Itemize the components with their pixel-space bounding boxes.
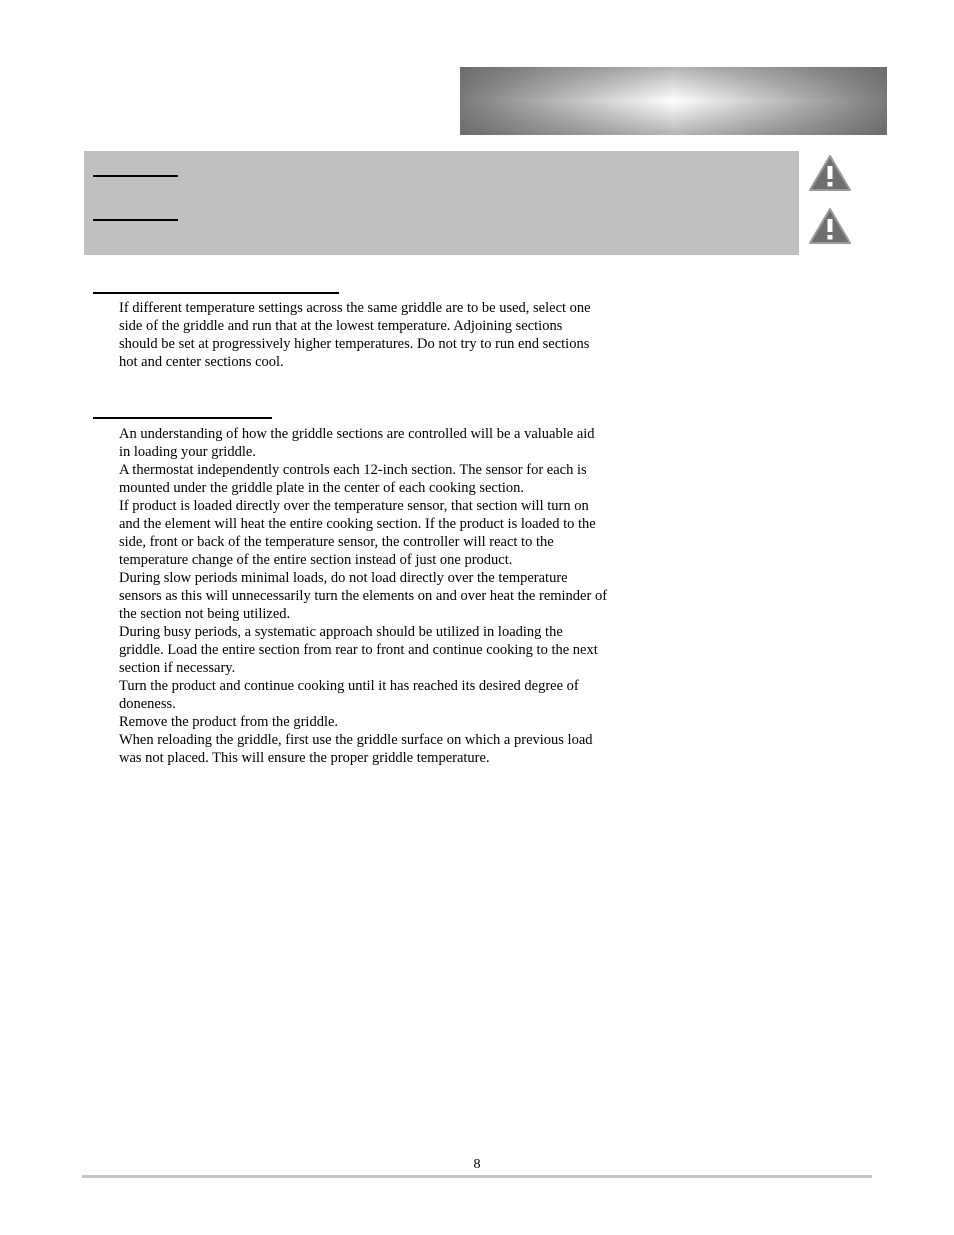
text-line: doneness.	[119, 696, 176, 712]
section-heading-rule-temperature	[93, 292, 339, 294]
text-line: If product is loaded directly over the temperature sensor, that section will turn on	[119, 498, 589, 514]
text-line: Remove the product from the griddle.	[119, 714, 339, 730]
text-line: A thermostat independently controls each 12-inch section. The sensor for each is	[119, 462, 587, 478]
page-number: 8	[473, 1157, 481, 1172]
text-line: should be set at progressively higher temperatures. Do not try to run end sections	[119, 336, 590, 352]
text-line: mounted under the griddle plate in the center of each cooking section.	[119, 480, 525, 496]
caution-triangle-icon	[808, 207, 852, 245]
header-banner	[460, 67, 887, 135]
text-line: sensors as this will unnecessarily turn the elements on and over heat the reminder of	[119, 588, 608, 604]
text-line: If different temperature settings across the same griddle are to be used, select one	[119, 300, 591, 316]
text-line: the section not being utilized.	[119, 606, 291, 622]
footer-rule	[82, 1175, 872, 1178]
loading-griddle-paragraph	[119, 425, 659, 767]
text-line: Turn the product and continue cooking until it has reached its desired degree of	[119, 678, 579, 694]
warning-triangle-icon	[808, 154, 852, 192]
text-line: in loading your griddle.	[119, 444, 256, 460]
text-line: During busy periods, a systematic approach should be utilized in loading the	[119, 624, 563, 640]
text-line: griddle. Load the entire section from rear to front and continue cooking to the next	[119, 642, 598, 658]
text-line: When reloading the griddle, first use the griddle surface on which a previous load	[119, 732, 593, 748]
text-line: During slow periods minimal loads, do not load directly over the temperature	[119, 570, 568, 586]
text-line: was not placed. This will ensure the proper griddle temperature.	[119, 750, 490, 766]
text-line: temperature change of the entire section instead of just one product.	[119, 552, 513, 568]
caution-label-underline	[93, 219, 178, 221]
temperature-settings-paragraph	[119, 299, 659, 371]
text-line: section if necessary.	[119, 660, 236, 676]
section-heading-rule-loading	[93, 417, 272, 419]
text-line: An understanding of how the griddle sections are controlled will be a valuable aid	[119, 426, 595, 442]
text-line: and the element will heat the entire cooking section. If the product is loaded to the	[119, 516, 596, 532]
text-line: side of the griddle and run that at the lowest temperature. Adjoining sections	[119, 318, 563, 334]
text-line: hot and center sections cool.	[119, 354, 284, 370]
warning-box	[84, 151, 799, 255]
text-line: side, front or back of the temperature sensor, the controller will react to the	[119, 534, 554, 550]
warning-label-underline	[93, 175, 178, 177]
